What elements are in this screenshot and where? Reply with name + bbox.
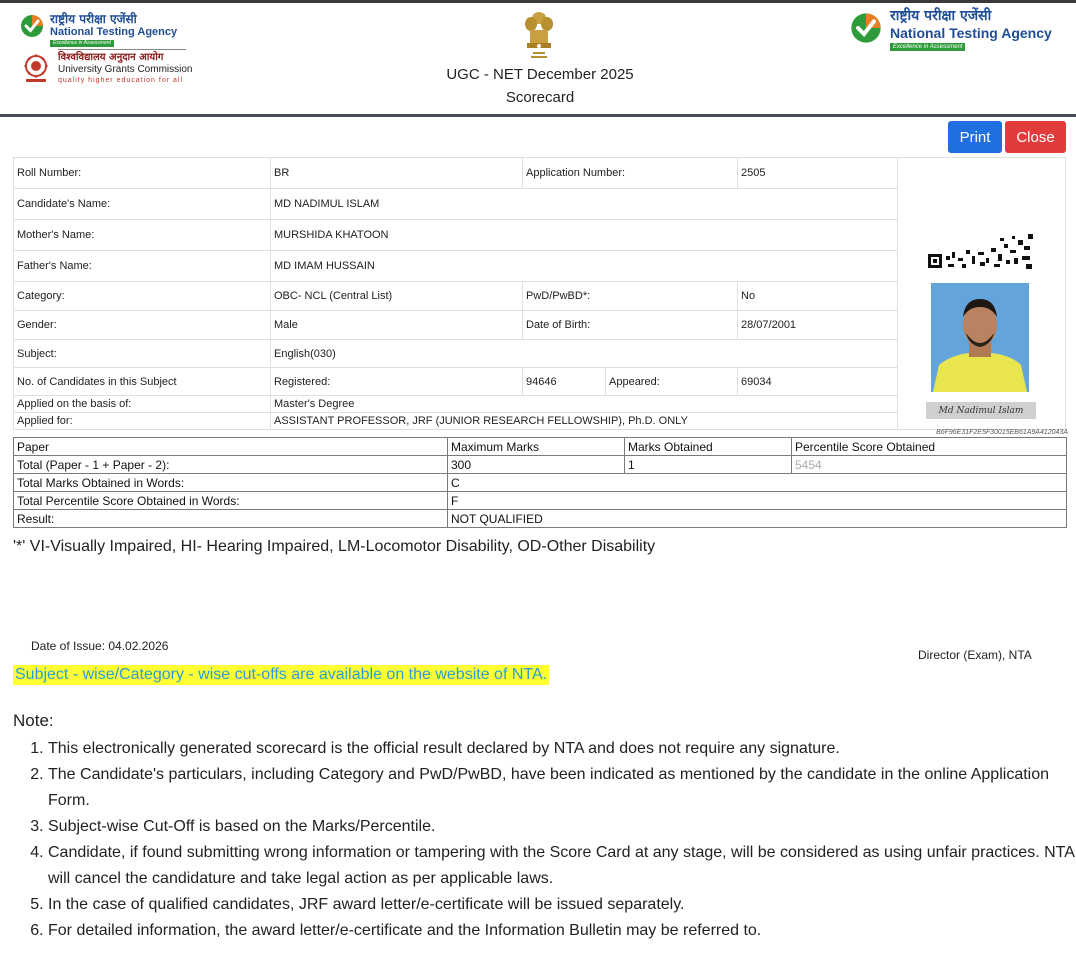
nta-logo-left	[20, 12, 177, 47]
application-number-label: Application Number:	[523, 158, 738, 189]
subject-label: Subject:	[14, 340, 271, 368]
gender-label: Gender:	[14, 311, 271, 340]
nta-english-name: National Testing Agency	[50, 26, 178, 38]
qr-code-icon	[928, 232, 1034, 272]
top-border	[0, 0, 1076, 3]
category-value: OBC- NCL (Central List)	[271, 282, 523, 311]
document-hash: B6F96E31F2E5F30015EB61A9A412043A	[936, 429, 1068, 436]
table-row	[14, 158, 898, 189]
column-header: Paper	[14, 438, 448, 456]
close-button[interactable]: Close	[1005, 121, 1066, 153]
table-row	[14, 413, 898, 430]
note-heading: Note:	[13, 711, 54, 730]
disability-legend: '*' VI-Visually Impaired, HI- Hearing Impaired, LM-Locomotor Disability, OD-Other Disability	[13, 538, 656, 555]
cutoff-notice: Subject - wise/Category - wise cut-offs are available on the website of NTA.	[15, 666, 548, 683]
table-row	[14, 456, 1067, 474]
applied-for-label: Applied for:	[14, 413, 271, 430]
father-name-value: MD IMAM HUSSAIN	[271, 251, 898, 282]
percentile-in-words-value: F	[448, 492, 1067, 510]
table-row	[14, 282, 898, 311]
nta-hindi-name: राष्ट्रीय परीक्षा एजेंसी	[890, 8, 992, 24]
mother-name-value: MURSHIDA KHATOON	[271, 220, 898, 251]
table-row	[14, 510, 1067, 528]
candidate-count-label: No. of Candidates in this Subject	[14, 368, 271, 396]
page-title: UGC - NET December 2025	[446, 66, 634, 83]
dob-value: 28/07/2001	[738, 311, 898, 340]
gender-value: Male	[271, 311, 523, 340]
nta-tagline: Excellence in Assessment	[50, 40, 114, 47]
header-divider	[0, 114, 1076, 117]
nta-tagline: Excellence in Assessment	[890, 43, 965, 51]
ugc-emblem-icon	[20, 52, 52, 84]
ugc-hindi-name: विश्वविद्यालय अनुदान आयोग	[58, 52, 164, 63]
ugc-english-name: University Grants Commission	[58, 64, 193, 75]
total-marks-obtained: 1	[625, 456, 792, 474]
logo-divider	[58, 49, 186, 50]
nta-english-name: National Testing Agency	[890, 25, 1052, 41]
dob-label: Date of Birth:	[523, 311, 738, 340]
basis-label: Applied on the basis of:	[14, 396, 271, 413]
appeared-value: 69034	[738, 368, 898, 396]
table-row	[14, 251, 898, 282]
list-item: 2. The Candidate's particulars, including Category and PwD/PwBD, have been indicated as mentioned by the candidate in the online Application Form.	[48, 762, 1076, 814]
subject-value: English(030)	[271, 340, 898, 368]
marks-table	[13, 437, 1067, 528]
registered-value: 94646	[523, 368, 606, 396]
appeared-label: Appeared:	[606, 368, 738, 396]
marks-in-words-label: Total Marks Obtained in Words:	[14, 474, 448, 492]
table-row	[14, 189, 898, 220]
candidate-name-value: MD NADIMUL ISLAM	[271, 189, 898, 220]
pwd-value: No	[738, 282, 898, 311]
print-button[interactable]: Print	[948, 121, 1002, 153]
father-name-label: Father's Name:	[14, 251, 271, 282]
applied-for-value: ASSISTANT PROFESSOR, JRF (JUNIOR RESEARCH FELLOWSHIP), Ph.D. ONLY	[271, 413, 898, 430]
candidate-photo	[931, 283, 1029, 392]
table-row	[14, 368, 898, 396]
nta-hindi-name: राष्ट्रीय परीक्षा एजेंसी	[50, 12, 137, 26]
total-max-marks: 300	[448, 456, 625, 474]
table-header-row	[14, 438, 1067, 456]
percentile-in-words-label: Total Percentile Score Obtained in Words:	[14, 492, 448, 510]
registered-label: Registered:	[271, 368, 523, 396]
column-header: Percentile Score Obtained	[792, 438, 1067, 456]
table-row	[14, 396, 898, 413]
page-subtitle: Scorecard	[505, 89, 575, 106]
ugc-logo	[20, 52, 192, 85]
marks-in-words-value: C	[448, 474, 1067, 492]
check-mark-icon	[20, 14, 44, 38]
table-row	[14, 311, 898, 340]
director-signature-label: Director (Exam), NTA	[918, 648, 1032, 662]
basis-value: Master's Degree	[271, 396, 898, 413]
table-row	[14, 340, 898, 368]
application-number-value: 2505	[738, 158, 898, 189]
table-row	[14, 220, 898, 251]
pwd-label: PwD/PwBD*:	[523, 282, 738, 311]
state-emblem-icon	[522, 10, 556, 60]
list-item: 3. Subject-wise Cut-Off is based on the Marks/Percentile.	[48, 814, 1076, 840]
category-label: Category:	[14, 282, 271, 311]
result-value: NOT QUALIFIED	[448, 510, 1067, 528]
check-mark-icon	[850, 12, 882, 44]
candidate-details-table	[13, 157, 898, 430]
total-label: Total (Paper - 1 + Paper - 2):	[14, 456, 448, 474]
result-label: Result:	[14, 510, 448, 528]
candidate-name-label: Candidate's Name:	[14, 189, 271, 220]
issue-date: Date of Issue: 04.02.2026	[31, 639, 169, 653]
table-row	[14, 474, 1067, 492]
nta-logo-right	[850, 8, 1052, 51]
ugc-motto: quality higher education for all	[58, 77, 184, 84]
list-item: 4. Candidate, if found submitting wrong information or tampering with the Score Card at any stage, will be considered as using unfair practices. NTA will cancel the candidature and take legal action as per applicable laws.	[48, 840, 1076, 892]
list-item: 1. This electronically generated scorecard is the official result declared by NTA and does not require any signature.	[48, 736, 1076, 762]
total-percentile: 5454	[792, 456, 1067, 474]
column-header: Marks Obtained	[625, 438, 792, 456]
column-header: Maximum Marks	[448, 438, 625, 456]
roll-number-label: Roll Number:	[14, 158, 271, 189]
notes-list	[30, 736, 1076, 944]
list-item: 6. For detailed information, the award letter/e-certificate and the Information Bulletin may be referred to.	[48, 918, 1076, 944]
table-row	[14, 492, 1067, 510]
candidate-signature: Md Nadimul Islam	[926, 402, 1036, 419]
list-item: 5. In the case of qualified candidates, JRF award letter/e-certificate will be issued separately.	[48, 892, 1076, 918]
roll-number-value: BR	[271, 158, 523, 189]
mother-name-label: Mother's Name:	[14, 220, 271, 251]
